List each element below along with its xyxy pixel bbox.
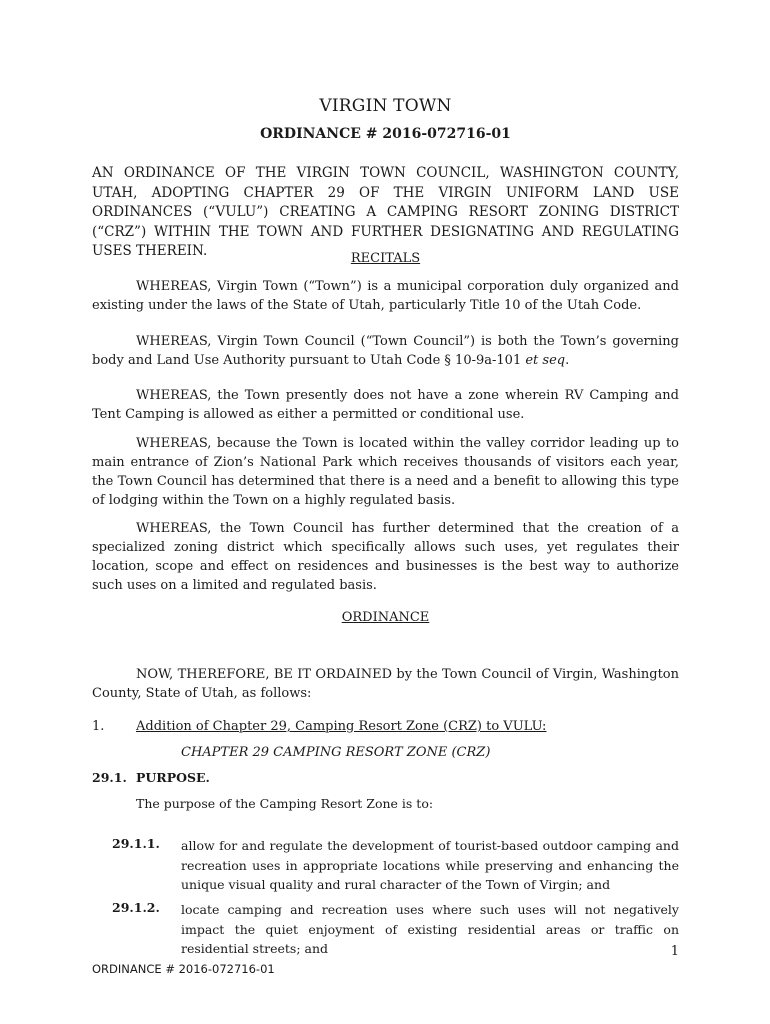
section-title: Addition of Chapter 29, Camping Resort Zone (CRZ) to VULU: (136, 719, 547, 734)
section-number: 1. (92, 719, 105, 734)
enacting-clause: NOW, THEREFORE, BE IT ORDAINED by the Town Council of Virgin, Washington County, State of Utah, as follows: (92, 667, 679, 701)
recital-paragraph-council (92, 332, 679, 370)
ordinance-number: ORDINANCE # 2016-072716-01 (260, 126, 511, 142)
document-title: VIRGIN TOWN (319, 96, 452, 116)
recital-council-em: et seq (525, 353, 566, 368)
item-text: allow for and regulate the development of tourist-based outdoor camping and recreation uses in appropriate locations while preserving and enhancing the unique visual quality and rural character of the Town of Virgin; and (181, 838, 679, 892)
item-number: 29.1.1. (112, 836, 160, 851)
recital-council-end: . (565, 353, 570, 368)
ordinance-caption: AN ORDINANCE OF THE VIRGIN TOWN COUNCIL, WASHINGTON COUNTY, UTAH, ADOPTING CHAPTER 29 OF THE VIRGIN UNIFORM LAND USE ORDINANCES (“VULU”) CREATING A CAMPING RESORT ZONING DISTRICT (“CRZ”) WITHIN THE TOWN AND FURTHER DESIGNATING AND REGULATING USES THEREIN. (92, 165, 679, 259)
page-number: 1 (670, 944, 679, 959)
item-text: locate camping and recreation uses where such uses will not negatively impact the quiet enjoyment of existing residential areas or traffic on residential streets; and (181, 902, 679, 956)
purpose-intro: The purpose of the Camping Resort Zone is to: (136, 796, 434, 811)
purpose-title: PURPOSE. (136, 770, 210, 785)
recitals-heading: RECITALS (350, 251, 421, 266)
recital-council-text: WHEREAS, Virgin Town Council (“Town Council”) is both the Town’s governing body and Land Use Authority pursuant to Utah Code § 10-9a-101 (92, 334, 679, 368)
ordinance-heading: ORDINANCE (341, 610, 430, 625)
chapter-title: CHAPTER 29 CAMPING RESORT ZONE (CRZ) (181, 745, 491, 760)
recital-paragraph: WHEREAS, because the Town is located within the valley corridor leading up to main entrance of Zion’s National Park which receives thousands of visitors each year, the Town Council has determined that there is a need and a benefit to allowing this type of lodging within the Town on a highly regulated basis. (92, 436, 679, 508)
recital-paragraph: WHEREAS, Virgin Town (“Town”) is a municipal corporation duly organized and existing under the laws of the State of Utah, particularly Title 10 of the Utah Code. (92, 279, 679, 313)
recital-paragraph: WHEREAS, the Town Council has further determined that the creation of a specialized zoning district which specifically allows such uses, yet regulates their location, scope and effect on residences and businesses is the best way to authorize such uses on a limited and regulated basis. (92, 521, 679, 593)
item-number: 29.1.2. (112, 900, 160, 915)
recital-paragraph: WHEREAS, the Town presently does not have a zone wherein RV Camping and Tent Camping is allowed as either a permitted or conditional use. (92, 388, 679, 422)
page-footer: ORDINANCE # 2016-072716-01 (92, 962, 275, 976)
purpose-number: 29.1. (92, 770, 127, 785)
